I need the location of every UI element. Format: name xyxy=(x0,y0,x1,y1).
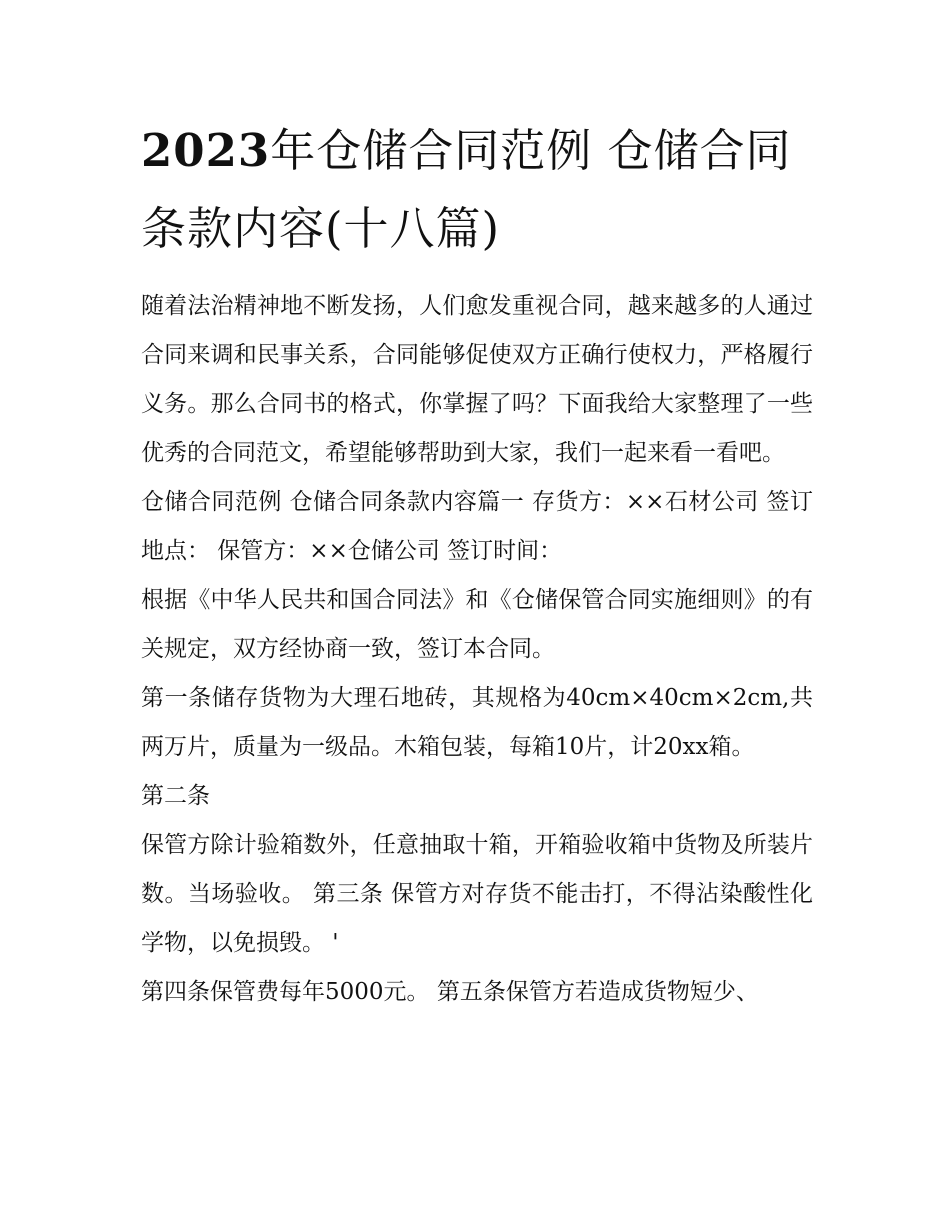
document-title xyxy=(141,112,813,268)
article-1-paragraph: 第一条储存货物为大理石地砖，其规格为40cm×40cm×2cm,共两万片，质量为一级品。木箱包装，每箱10片，计20xx箱。 xyxy=(141,685,813,760)
document-page xyxy=(141,112,813,1017)
article-2-3-paragraph: 保管方除计验箱数外，任意抽取十箱，开箱验收箱中货物及所装片数。当场验收。 第三条 保管方对存货不能击打，不得沾染酸性化学物，以免损毁。 ' xyxy=(141,832,813,956)
article-4-5-paragraph: 第四条保管费每年5000元。 第五条保管方若造成货物短少、 xyxy=(141,979,759,1005)
contract-parties-paragraph: 仓储合同范例 仓储合同条款内容篇一 存货方：××石材公司 签订地点： 保管方：××仓储公司 签订时间： xyxy=(141,489,813,564)
article-2-heading: 第二条 xyxy=(141,783,210,809)
intro-paragraph: 随着法治精神地不断发扬，人们愈发重视合同，越来越多的人通过合同来调和民事关系，合同能够促使双方正确行使权力，严格履行义务。那么合同书的格式，你掌握了吗？下面我给大家整理了一些优秀的合同范文，希望能够帮助到大家，我们一起来看一看吧。 xyxy=(141,293,813,466)
title-year: 2023 xyxy=(141,124,271,177)
legal-basis-paragraph: 根据《中华人民共和国合同法》和《仓储保管合同实施细则》的有关规定，双方经协商一致，签订本合同。 xyxy=(141,587,813,662)
title-text: 年仓储合同范例 仓储合同条款内容(十八篇) xyxy=(141,124,792,255)
